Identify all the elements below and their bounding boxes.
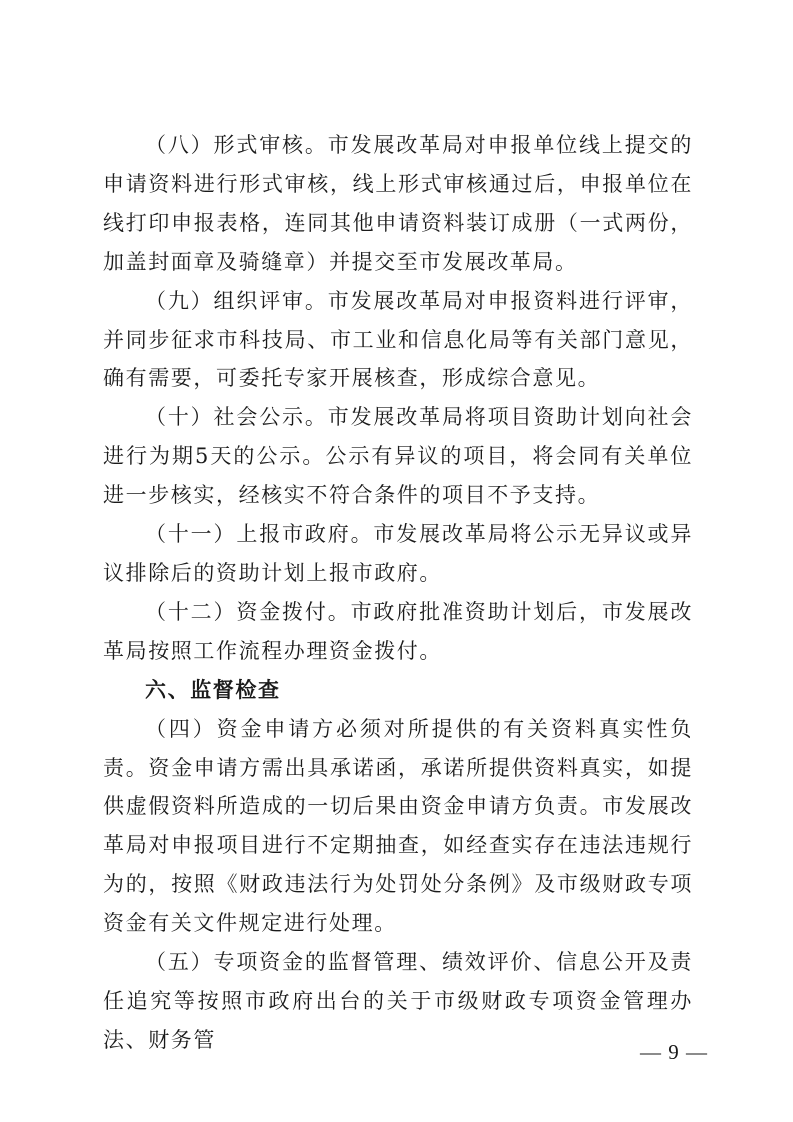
paragraph-applicant-responsibility: （四）资金申请方必须对所提供的有关资料真实性负责。资金申请方需出具承诺函，承诺所提供资料真实，如提供虚假资料所造成的一切后果由资金申请方负责。市发展改革局对申报项目进行不定期抽查，如经查实存在违法违规行为的，按照《财政违法行为处罚处分条例》及市级财政专项资金有关文件规定进行处理。 xyxy=(103,716,693,936)
paragraph-formal-review: （八）形式审核。市发展改革局对申报单位线上提交的申请资料进行形式审核，线上形式审核通过后，申报单位在线打印申报表格，连同其他申请资料装订成册（一式两份，加盖封面章及骑缝章）并提交至市发展改革局。 xyxy=(103,133,693,274)
paragraph-report-government: （十一）上报市政府。市发展改革局将公示无异议或异议排除后的资助计划上报市政府。 xyxy=(103,522,693,585)
paragraph-fund-disbursement: （十二）资金拨付。市政府批准资助计划后，市发展改革局按照工作流程办理资金拨付。 xyxy=(103,599,693,663)
paragraph-fund-supervision: （五）专项资金的监督管理、绩效评价、信息公开及责任追究等按照市政府出台的关于市级财政专项资金管理办法、财务管 xyxy=(103,950,693,1052)
page-number: — 9 — xyxy=(640,1040,708,1064)
paragraph-organize-review: （九）组织评审。市发展改革局对申报资料进行评审，并同步征求市科技局、市工业和信息化局等有关部门意见，确有需要，可委托专家开展核查，形成综合意见。 xyxy=(103,288,693,391)
paragraph-public-notice: （十）社会公示。市发展改革局将项目资助计划向社会进行为期5天的公示。公示有异议的项目，将会同有关单位进一步核实，经核实不符合条件的项目不予支持。 xyxy=(103,405,693,508)
document-body xyxy=(103,126,693,1060)
section-heading-supervision: 六、监督检查 xyxy=(145,677,281,702)
